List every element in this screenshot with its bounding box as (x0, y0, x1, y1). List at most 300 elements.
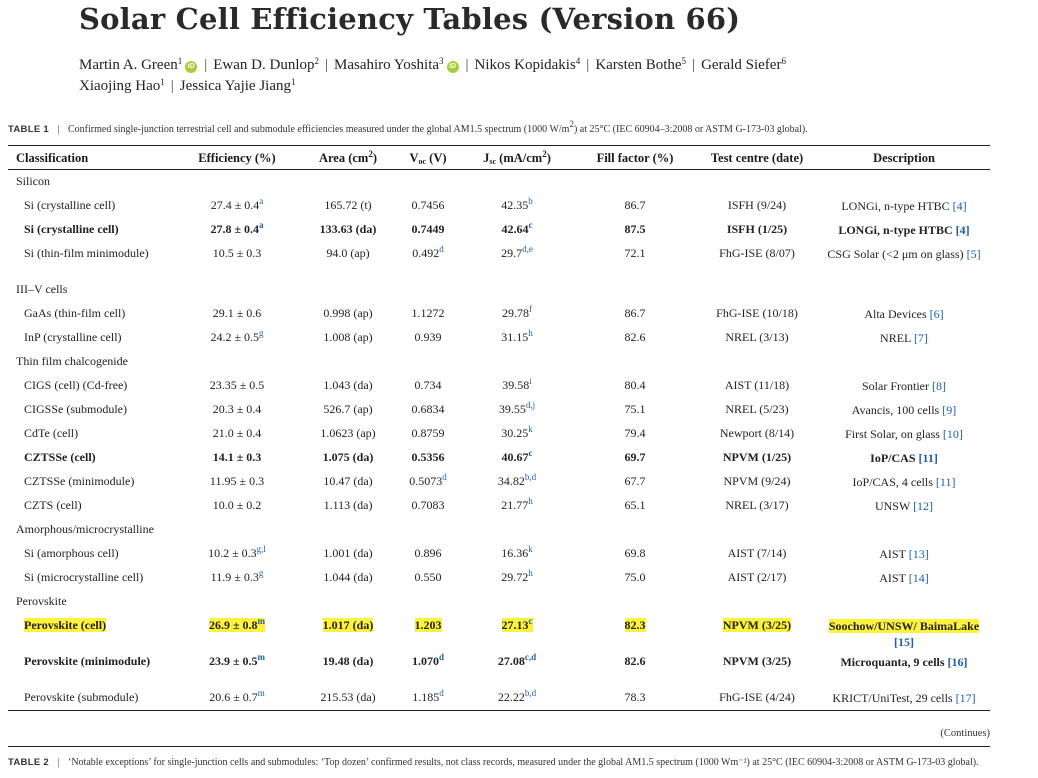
table-top-rule (8, 145, 990, 146)
fill-factor-cell (580, 570, 690, 585)
area-cell-text: 1.044 (da) (323, 570, 373, 584)
area-cell (293, 498, 403, 513)
description-cell (820, 222, 988, 238)
efficiency-cell (185, 570, 289, 585)
voc-cell-text: 0.5356 (411, 450, 445, 464)
fill-factor-cell (580, 450, 690, 465)
classification-cell (24, 474, 134, 489)
jsc-cell-text: 27.13$^c$ (501, 616, 533, 632)
classification-cell (24, 426, 78, 441)
author-affiliation: 1 (291, 77, 296, 87)
classification-cell-text: Thin film chalcogenide (16, 354, 128, 368)
classification-cell (16, 522, 154, 537)
jsc-cell-text: 30.25$^k$ (501, 424, 533, 440)
description-cell (820, 246, 988, 262)
area-cell (293, 450, 403, 465)
voc-cell (395, 306, 461, 321)
jsc-cell (466, 306, 568, 321)
reference-link[interactable]: [10] (942, 427, 963, 441)
area-cell-text: 1.075 (da) (322, 450, 374, 464)
reference-link[interactable]: [4] (952, 199, 967, 213)
efficiency-cell (185, 378, 289, 393)
jsc-cell (466, 402, 568, 417)
jsc-cell-text: 29.78$^f$ (502, 304, 532, 320)
classification-cell (24, 450, 96, 465)
footnote-marker: b,d (524, 472, 537, 482)
header-area-text: Area (cm (318, 151, 369, 165)
reference-link[interactable]: [5] (966, 247, 981, 261)
test-centre-cell (690, 498, 824, 513)
table-group-row (0, 174, 1038, 198)
voc-cell-text: 0.7083 (411, 498, 445, 512)
fill-factor-cell (580, 654, 690, 669)
description-cell (820, 402, 988, 418)
footnote-marker: d (439, 688, 444, 698)
table-2-caption-text: ‘Notable exceptions’ for single-junction cells and submodules: ‘Top dozen’ confirmed results, not class records, measured under the global AM1.5 spectrum (1000 Wm⁻²) at 25°C (IEC 60904-3:2008 or ASTM G-173-03 global). (68, 757, 979, 768)
caption-separator: | (57, 757, 60, 768)
footnote-marker: c (528, 616, 533, 626)
description-text: KRICT/UniTest, 29 cells (832, 691, 953, 705)
description-cell (820, 570, 988, 586)
classification-cell (24, 222, 119, 237)
area-cell-text: 1.0623 (ap) (320, 426, 376, 440)
jsc-cell (466, 474, 568, 489)
efficiency-cell-text: 27.8 ± 0.4$^a$ (210, 220, 264, 236)
jsc-cell (466, 546, 568, 561)
reference-link[interactable]: [12] (913, 499, 934, 513)
footnote-marker: d (442, 472, 447, 482)
voc-cell (395, 246, 461, 261)
reference-link[interactable]: [9] (942, 403, 957, 417)
author-line (79, 55, 979, 76)
footnote-marker: h (528, 568, 533, 578)
jsc-cell (466, 198, 568, 213)
classification-cell (24, 330, 122, 345)
table-row (0, 402, 1038, 426)
author-affiliation: 1 (160, 77, 165, 87)
description-text: Alta Devices (864, 307, 927, 321)
description-text: Microquanta, 9 cells (840, 655, 945, 669)
header-voc-sub: oc (418, 157, 427, 166)
author-separator: | (692, 57, 696, 73)
author-separator: | (204, 57, 208, 73)
efficiency-cell-text: 10.0 ± 0.2 (212, 498, 262, 512)
voc-cell-text: 0.5073$^d$ (409, 472, 447, 488)
reference-link[interactable]: [17] (955, 691, 976, 705)
classification-cell-text: Perovskite (cell) (24, 618, 107, 632)
test-centre-cell (690, 246, 824, 261)
fill-factor-cell-text: 80.4 (624, 378, 646, 392)
table-row (0, 330, 1038, 354)
header-area-sup: 2 (368, 149, 373, 159)
jsc-cell (466, 690, 568, 705)
description-text: Soochow/UNSW/ BaimaLake (828, 619, 980, 633)
description-text: IoP/CAS (870, 451, 916, 465)
fill-factor-cell (580, 498, 690, 513)
author-name: Masahiro Yoshita$^3$ (334, 56, 444, 73)
table-row (0, 426, 1038, 450)
test-centre-cell-text: NREL (3/13) (725, 330, 789, 344)
footnote-marker: k (528, 544, 533, 554)
header-area (293, 151, 403, 167)
description-text: Solar Frontier (862, 379, 929, 393)
area-cell (293, 618, 403, 633)
description-text: AIST (879, 547, 906, 561)
test-centre-cell (690, 546, 824, 561)
footnote-marker: c (528, 448, 533, 458)
area-cell-text: 215.53 (da) (320, 690, 376, 704)
efficiency-cell-text: 11.95 ± 0.3 (209, 474, 265, 488)
table-row (0, 546, 1038, 570)
jsc-cell-text: 34.82$^{b,d}$ (497, 472, 537, 488)
jsc-cell-text: 22.22$^{b,d}$ (497, 688, 537, 704)
voc-cell-text: 0.896 (414, 546, 442, 560)
fill-factor-cell-text: 78.3 (624, 690, 646, 704)
jsc-cell-text: 42.64$^c$ (501, 220, 533, 236)
area-cell (293, 378, 403, 393)
description-text: CSG Solar (<2 μm on glass) (827, 247, 964, 261)
author-name: Gerald Siefer$^6$ (701, 56, 786, 73)
fill-factor-cell-text: 87.5 (624, 222, 646, 236)
table-1-caption (8, 119, 1008, 135)
jsc-cell-text: 21.77$^h$ (501, 496, 533, 512)
test-centre-cell-text: NPVM (9/24) (723, 474, 791, 488)
classification-cell-text: Si (crystalline cell) (24, 198, 116, 212)
reference-link[interactable]: [7] (913, 331, 928, 345)
efficiency-cell (185, 222, 289, 237)
author-list (79, 55, 979, 97)
area-cell (293, 690, 403, 705)
classification-cell-text: Perovskite (submodule) (24, 690, 139, 704)
jsc-cell-text: 27.08$^{c,d}$ (497, 652, 537, 668)
description-text: IoP/CAS, 4 cells (852, 475, 933, 489)
author-line (79, 76, 979, 97)
footnote-marker: i (529, 376, 532, 386)
footnote-marker: c (528, 220, 533, 230)
author-separator: | (465, 57, 469, 73)
classification-cell-text: Si (amorphous cell) (24, 546, 119, 560)
table-row (0, 378, 1038, 402)
reference-link[interactable]: [6] (929, 307, 944, 321)
table-row (0, 474, 1038, 498)
efficiency-cell (185, 498, 289, 513)
classification-cell-text: Amorphous/microcrystalline (16, 522, 154, 536)
table-bottom-rule (8, 710, 990, 711)
area-cell-text: 1.001 (da) (323, 546, 373, 560)
table-group-row (0, 354, 1038, 378)
area-cell (293, 246, 403, 261)
table-2-top-rule (8, 746, 990, 747)
author-affiliation: 4 (575, 56, 581, 66)
reference-link[interactable]: [8] (932, 379, 946, 393)
area-cell-text: 94.0 (ap) (326, 246, 370, 260)
voc-cell-text: 0.492$^d$ (412, 244, 444, 260)
footnote-marker: a (259, 220, 264, 230)
caption-superscript: 2 (569, 119, 574, 129)
classification-cell (24, 570, 143, 585)
fill-factor-cell (580, 246, 690, 261)
author-affiliation: 1 (177, 56, 183, 66)
fill-factor-cell-text: 86.7 (624, 306, 646, 320)
efficiency-cell-text: 29.1 ± 0.6 (212, 306, 262, 320)
fill-factor-cell (580, 198, 690, 213)
fill-factor-cell (580, 378, 690, 393)
jsc-cell-text: 29.7$^{d,e}$ (501, 244, 533, 260)
jsc-cell (466, 570, 568, 585)
table-row (0, 246, 1038, 282)
description-cell (820, 198, 988, 214)
table-row (0, 198, 1038, 222)
efficiency-cell (185, 306, 289, 321)
test-centre-cell (690, 618, 824, 633)
voc-cell (395, 378, 461, 393)
header-area-end: ) (372, 151, 378, 165)
voc-cell-text: 0.7456 (411, 198, 445, 212)
fill-factor-cell-text: 65.1 (624, 498, 646, 512)
voc-cell (395, 546, 461, 561)
footnote-marker: h (528, 328, 533, 338)
area-cell-text: 1.017 (da) (322, 618, 374, 632)
description-cell (820, 654, 988, 670)
fill-factor-cell (580, 690, 690, 705)
footnote-marker: g (259, 328, 264, 338)
classification-cell (24, 690, 138, 705)
classification-cell-text: Perovskite (minimodule) (24, 654, 151, 668)
caption-text-end: ) at 25°C (IEC 60904–3:2008 or ASTM G-173-03 global). (573, 124, 808, 135)
jsc-cell (466, 450, 568, 465)
reference-link[interactable]: [4] (955, 223, 970, 237)
reference-link[interactable]: [15] (894, 635, 914, 649)
author-name: Nikos Kopidakis$^4$ (474, 56, 581, 73)
footnote-marker: h (528, 496, 533, 506)
header-voc-text: V (409, 151, 419, 165)
fill-factor-cell-text: 69.7 (624, 450, 646, 464)
reference-link[interactable]: [13] (908, 547, 929, 561)
test-centre-cell-text: NPVM (3/25) (722, 654, 792, 668)
efficiency-cell (185, 330, 289, 345)
classification-cell (24, 402, 127, 417)
jsc-cell (466, 246, 568, 261)
voc-cell-text: 1.070$^d$ (411, 652, 444, 668)
test-centre-cell-text: NREL (5/23) (725, 402, 789, 416)
fill-factor-cell (580, 402, 690, 417)
test-centre-cell-text: ISFH (9/24) (727, 198, 787, 212)
fill-factor-cell (580, 330, 690, 345)
classification-cell (24, 618, 106, 633)
voc-cell (395, 474, 461, 489)
area-cell (293, 306, 403, 321)
efficiency-cell-text: 14.1 ± 0.3 (212, 450, 262, 464)
author-name: Martin A. Green$^1$ (79, 56, 183, 73)
reference-link[interactable]: [11] (935, 475, 956, 489)
test-centre-cell-text: AIST (2/17) (727, 570, 787, 584)
description-text: Avancis, 100 cells (851, 403, 940, 417)
efficiency-cell-text: 23.35 ± 0.5 (209, 378, 265, 392)
test-centre-cell (690, 450, 824, 465)
test-centre-cell (690, 570, 824, 585)
area-cell-text: 526.7 (ap) (323, 402, 373, 416)
continues-label: (Continues) (940, 728, 990, 739)
voc-cell-text: 1.1272 (411, 306, 445, 320)
table-row (0, 450, 1038, 474)
footnote-marker: m (257, 688, 265, 698)
description-text: LONGi, n-type HTBC (841, 199, 950, 213)
classification-cell-text: III–V cells (16, 282, 68, 296)
area-cell-text: 133.63 (da) (319, 222, 377, 236)
voc-cell (395, 498, 461, 513)
jsc-cell-text: 40.67$^c$ (501, 448, 533, 464)
fill-factor-cell (580, 306, 690, 321)
voc-cell (395, 618, 461, 633)
efficiency-cell (185, 426, 289, 441)
classification-cell (24, 498, 82, 513)
orcid-icon[interactable]: iD (447, 61, 459, 73)
author-separator: | (586, 57, 590, 73)
description-cell (820, 690, 988, 706)
table-row (0, 222, 1038, 246)
area-cell-text: 1.043 (da) (323, 378, 373, 392)
header-efficiency: Efficiency (%) (198, 151, 276, 165)
footnote-marker: m (257, 652, 266, 662)
classification-cell-text: Si (thin-film minimodule) (24, 246, 149, 260)
test-centre-cell (690, 330, 824, 345)
test-centre-cell (690, 306, 824, 321)
table-2-caption (8, 756, 1008, 770)
author-name: Karsten Bothe$^5$ (595, 56, 687, 73)
voc-cell-text: 1.185$^d$ (412, 688, 444, 704)
table-header-rule (8, 169, 990, 170)
table-2-label: TABLE 2 (8, 757, 49, 768)
efficiency-cell (185, 474, 289, 489)
test-centre-cell (690, 222, 824, 237)
test-centre-cell-text: NREL (3/17) (725, 498, 789, 512)
footnote-marker: d,e (522, 244, 533, 254)
table-group-row (0, 522, 1038, 546)
description-cell (820, 498, 988, 514)
test-centre-cell (690, 690, 824, 705)
fill-factor-cell (580, 426, 690, 441)
jsc-cell (466, 330, 568, 345)
header-jsc-text: J (483, 151, 490, 165)
reference-link[interactable]: [11] (918, 451, 938, 465)
classification-cell (24, 546, 119, 561)
area-cell-text: 165.72 (t) (324, 198, 372, 212)
classification-cell-text: CZTSSe (minimodule) (24, 474, 135, 488)
header-fill-factor: Fill factor (%) (596, 151, 674, 165)
test-centre-cell (690, 654, 824, 669)
fill-factor-cell (580, 546, 690, 561)
voc-cell-text: 1.203 (414, 618, 442, 632)
classification-cell-text: CIGSSe (submodule) (24, 402, 127, 416)
fill-factor-cell-text: 82.3 (624, 618, 646, 632)
footnote-marker: d,j (525, 400, 536, 410)
table-row (0, 498, 1038, 522)
classification-cell-text: InP (crystalline cell) (24, 330, 122, 344)
area-cell (293, 474, 403, 489)
voc-cell (395, 654, 461, 669)
voc-cell (395, 426, 461, 441)
classification-cell (16, 594, 67, 609)
description-cell (820, 426, 988, 442)
jsc-cell-text: 16.36$^k$ (501, 544, 533, 560)
description-cell (820, 306, 988, 322)
test-centre-cell-text: ISFH (1/25) (726, 222, 788, 236)
efficiency-cell-text: 10.5 ± 0.3 (212, 246, 262, 260)
jsc-cell-text: 39.55$^{d,j}$ (498, 400, 536, 416)
area-cell-text: 1.008 (ap) (323, 330, 373, 344)
test-centre-cell (690, 402, 824, 417)
footnote-marker: g (258, 568, 264, 578)
jsc-cell (466, 426, 568, 441)
footnote-marker: d (439, 244, 444, 254)
orcid-icon[interactable]: iD (185, 61, 197, 73)
author-affiliation: 3 (439, 56, 444, 66)
description-text: AIST (879, 571, 906, 585)
fill-factor-cell-text: 69.8 (624, 546, 646, 560)
header-description: Description (873, 151, 935, 165)
voc-cell (395, 450, 461, 465)
caption-separator: | (57, 124, 60, 135)
voc-cell-text: 0.6834 (411, 402, 445, 416)
jsc-cell (466, 498, 568, 513)
footnote-marker: m (257, 616, 266, 626)
footnote-marker: k (528, 424, 533, 434)
voc-cell-text: 0.734 (414, 378, 442, 392)
voc-cell (395, 222, 461, 237)
classification-cell-text: Si (crystalline cell) (24, 222, 119, 236)
jsc-cell-text: 42.35$^b$ (501, 196, 533, 212)
area-cell (293, 546, 403, 561)
area-cell (293, 426, 403, 441)
table-row (0, 654, 1038, 690)
reference-link[interactable]: [16] (947, 655, 968, 669)
test-centre-cell-text: FhG-ISE (10/18) (716, 306, 798, 320)
paper-title: Solar Cell Efficiency Tables (Version 66) (79, 2, 741, 36)
author-name: Jessica Yajie Jiang$^1$ (179, 77, 296, 94)
classification-cell (16, 354, 128, 369)
description-text: LONGi, n-type HTBC (838, 223, 953, 237)
test-centre-cell (690, 198, 824, 213)
author-affiliation: 6 (781, 56, 786, 66)
author-name: Xiaojing Hao$^1$ (79, 77, 165, 94)
test-centre-cell (690, 474, 824, 489)
footnote-marker: a (259, 196, 264, 206)
efficiency-cell-text: 26.9 ± 0.8$^m$ (208, 616, 266, 632)
test-centre-cell (690, 426, 824, 441)
header-jsc-unit: (mA/cm (496, 151, 543, 165)
efficiency-cell (185, 402, 289, 417)
efficiency-cell-text: 21.0 ± 0.4 (212, 426, 262, 440)
efficiency-cell-text: 20.6 ± 0.7$^m$ (209, 688, 265, 704)
voc-cell-text: 0.550 (414, 570, 442, 584)
table-row (0, 570, 1038, 594)
classification-cell (24, 654, 150, 669)
fill-factor-cell-text: 79.4 (624, 426, 646, 440)
area-cell (293, 570, 403, 585)
header-jsc-end: ) (546, 151, 551, 165)
reference-link[interactable]: [14] (908, 571, 929, 585)
table-group-row (0, 594, 1038, 618)
header-classification: Classification (16, 151, 89, 165)
classification-cell (24, 246, 149, 261)
classification-cell-text: Silicon (16, 174, 51, 188)
footnote-marker: g,l (256, 544, 266, 554)
table-row (0, 618, 1038, 654)
table-group-row (0, 282, 1038, 306)
header-jsc-sup: 2 (542, 149, 547, 159)
description-text: NREL (880, 331, 911, 345)
voc-cell-text: 0.8759 (411, 426, 445, 440)
